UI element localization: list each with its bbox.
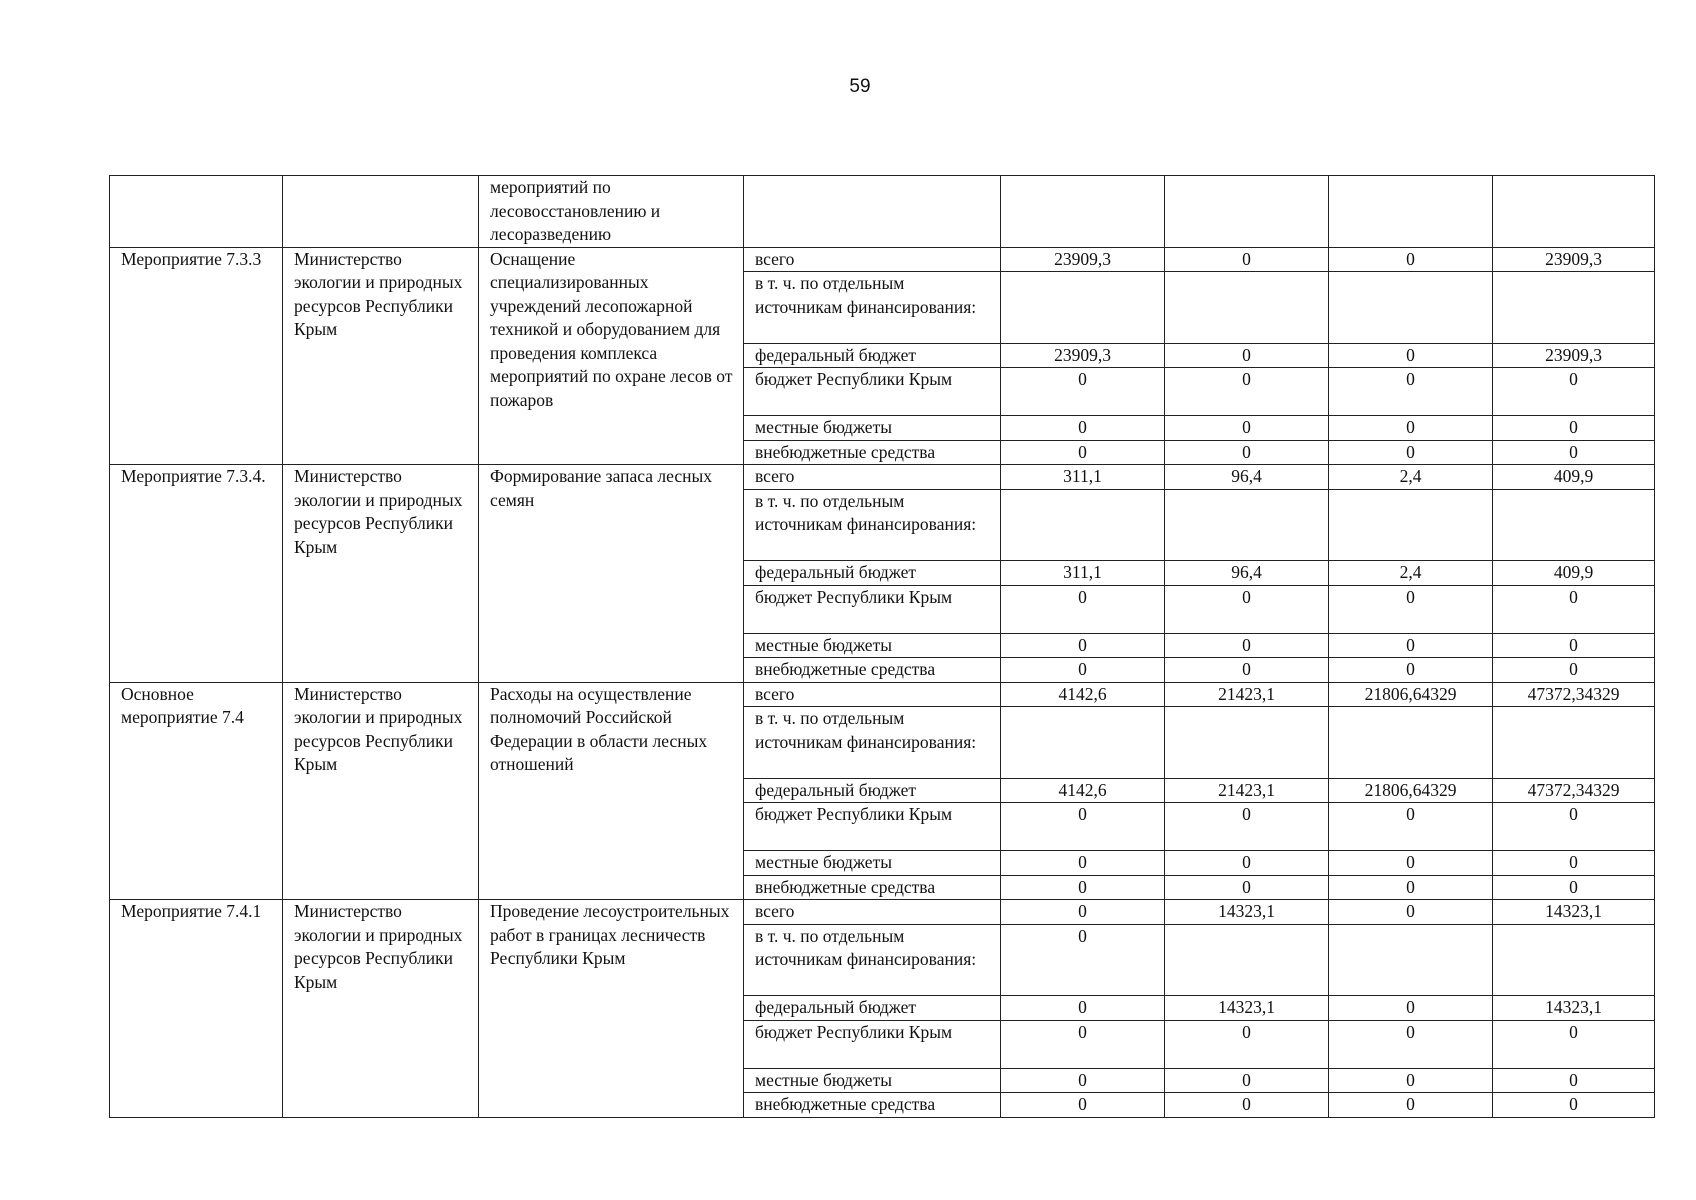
value-cell: 21806,64329 (1329, 778, 1493, 803)
value-cell: 0 (1329, 416, 1493, 441)
value-cell: 0 (1493, 1093, 1655, 1118)
value-cell: 0 (1165, 440, 1329, 465)
value-cell: 0 (1165, 851, 1329, 876)
value-cell: 23909,3 (1493, 343, 1655, 368)
table-row (110, 900, 1655, 925)
value-cell (1001, 272, 1165, 344)
executor-cell: Министерство экологии и природных ресурсов Республики Крым (283, 900, 479, 1118)
source-cell: бюджет Республики Крым (744, 585, 1001, 633)
value-cell: 0 (1165, 633, 1329, 658)
event-cell: Основное мероприятие 7.4 (110, 682, 283, 900)
value-cell: 0 (1165, 247, 1329, 272)
budget-table (109, 175, 1655, 1118)
value-cell (1329, 924, 1493, 996)
value-cell: 0 (1165, 875, 1329, 900)
value-cell: 0 (1329, 875, 1493, 900)
value-cell: 23909,3 (1001, 343, 1165, 368)
value-cell: 0 (1493, 1068, 1655, 1093)
value-cell: 0 (1001, 803, 1165, 851)
value-cell (1329, 176, 1493, 248)
value-cell: 2,4 (1329, 561, 1493, 586)
value-cell (1493, 707, 1655, 779)
value-cell (1493, 924, 1655, 996)
source-cell: всего (744, 247, 1001, 272)
source-cell: бюджет Республики Крым (744, 368, 1001, 416)
value-cell: 0 (1165, 803, 1329, 851)
value-cell: 0 (1001, 440, 1165, 465)
source-cell: местные бюджеты (744, 1068, 1001, 1093)
value-cell (1493, 176, 1655, 248)
value-cell: 0 (1329, 996, 1493, 1021)
value-cell: 14323,1 (1165, 900, 1329, 925)
source-cell: всего (744, 900, 1001, 925)
value-cell: 311,1 (1001, 465, 1165, 490)
value-cell: 0 (1329, 343, 1493, 368)
table-body (110, 176, 1655, 1118)
value-cell: 0 (1001, 1093, 1165, 1118)
value-cell: 0 (1329, 585, 1493, 633)
value-cell: 14323,1 (1165, 996, 1329, 1021)
value-cell (1493, 489, 1655, 561)
value-cell (1329, 489, 1493, 561)
value-cell: 0 (1493, 851, 1655, 876)
value-cell (1001, 707, 1165, 779)
value-cell: 0 (1329, 658, 1493, 683)
source-cell: федеральный бюджет (744, 561, 1001, 586)
value-cell (1329, 707, 1493, 779)
value-cell (1001, 489, 1165, 561)
value-cell: 47372,34329 (1493, 778, 1655, 803)
executor-cell (283, 176, 479, 248)
source-cell: внебюджетные средства (744, 658, 1001, 683)
value-cell: 0 (1493, 1020, 1655, 1068)
description-cell: мероприятий по лесовосстановлению и лесоразведению (479, 176, 744, 248)
source-cell: внебюджетные средства (744, 440, 1001, 465)
value-cell: 0 (1329, 1068, 1493, 1093)
value-cell (1493, 272, 1655, 344)
value-cell: 0 (1165, 1020, 1329, 1068)
value-cell: 0 (1001, 633, 1165, 658)
value-cell: 14323,1 (1493, 900, 1655, 925)
source-cell: местные бюджеты (744, 416, 1001, 441)
source-cell: бюджет Республики Крым (744, 1020, 1001, 1068)
value-cell: 0 (1493, 633, 1655, 658)
value-cell: 0 (1165, 1068, 1329, 1093)
value-cell (1165, 707, 1329, 779)
source-cell: местные бюджеты (744, 851, 1001, 876)
value-cell: 0 (1001, 368, 1165, 416)
value-cell: 47372,34329 (1493, 682, 1655, 707)
value-cell: 96,4 (1165, 465, 1329, 490)
source-cell: федеральный бюджет (744, 996, 1001, 1021)
value-cell: 96,4 (1165, 561, 1329, 586)
source-cell: в т. ч. по отдельным источникам финансирования: (744, 924, 1001, 996)
value-cell: 0 (1493, 440, 1655, 465)
event-cell: Мероприятие 7.3.4. (110, 465, 283, 683)
value-cell: 23909,3 (1001, 247, 1165, 272)
value-cell: 0 (1493, 875, 1655, 900)
value-cell: 0 (1001, 416, 1165, 441)
executor-cell: Министерство экологии и природных ресурсов Республики Крым (283, 247, 479, 465)
table-row (110, 465, 1655, 490)
source-cell: внебюджетные средства (744, 875, 1001, 900)
value-cell: 0 (1165, 368, 1329, 416)
value-cell (1329, 272, 1493, 344)
value-cell: 0 (1001, 585, 1165, 633)
value-cell: 0 (1165, 585, 1329, 633)
executor-cell: Министерство экологии и природных ресурсов Республики Крым (283, 682, 479, 900)
value-cell: 0 (1329, 803, 1493, 851)
event-cell: Мероприятие 7.4.1 (110, 900, 283, 1118)
value-cell (1165, 272, 1329, 344)
value-cell (1165, 176, 1329, 248)
executor-cell: Министерство экологии и природных ресурсов Республики Крым (283, 465, 479, 683)
value-cell: 0 (1165, 1093, 1329, 1118)
value-cell: 0 (1329, 1020, 1493, 1068)
event-cell (110, 176, 283, 248)
source-cell: всего (744, 682, 1001, 707)
source-cell: внебюджетные средства (744, 1093, 1001, 1118)
value-cell: 0 (1001, 1068, 1165, 1093)
table-row (110, 247, 1655, 272)
value-cell: 21806,64329 (1329, 682, 1493, 707)
value-cell: 0 (1493, 658, 1655, 683)
value-cell: 21423,1 (1165, 778, 1329, 803)
source-cell: бюджет Республики Крым (744, 803, 1001, 851)
value-cell: 0 (1329, 1093, 1493, 1118)
description-cell: Расходы на осуществление полномочий Российской Федерации в области лесных отношений (479, 682, 744, 900)
value-cell: 0 (1493, 416, 1655, 441)
value-cell: 0 (1001, 900, 1165, 925)
value-cell: 14323,1 (1493, 996, 1655, 1021)
value-cell (1001, 176, 1165, 248)
value-cell: 0 (1001, 1020, 1165, 1068)
description-cell: Формирование запаса лесных семян (479, 465, 744, 683)
source-cell: в т. ч. по отдельным источникам финансирования: (744, 272, 1001, 344)
source-cell: всего (744, 465, 1001, 490)
value-cell: 23909,3 (1493, 247, 1655, 272)
value-cell: 409,9 (1493, 561, 1655, 586)
source-cell: местные бюджеты (744, 633, 1001, 658)
value-cell: 0 (1001, 658, 1165, 683)
source-cell: федеральный бюджет (744, 778, 1001, 803)
value-cell: 0 (1165, 658, 1329, 683)
page-number: 59 (849, 76, 871, 97)
value-cell: 0 (1329, 440, 1493, 465)
value-cell (1165, 924, 1329, 996)
value-cell: 0 (1165, 343, 1329, 368)
value-cell: 311,1 (1001, 561, 1165, 586)
description-cell: Проведение лесоустроительных работ в границах лесничеств Республики Крым (479, 900, 744, 1118)
table-row (110, 682, 1655, 707)
source-cell: в т. ч. по отдельным источникам финансирования: (744, 707, 1001, 779)
value-cell: 0 (1329, 368, 1493, 416)
value-cell: 0 (1001, 875, 1165, 900)
value-cell: 4142,6 (1001, 778, 1165, 803)
value-cell: 0 (1165, 416, 1329, 441)
value-cell: 0 (1001, 924, 1165, 996)
source-cell: в т. ч. по отдельным источникам финансирования: (744, 489, 1001, 561)
value-cell: 0 (1001, 851, 1165, 876)
value-cell: 21423,1 (1165, 682, 1329, 707)
value-cell: 0 (1001, 996, 1165, 1021)
event-cell: Мероприятие 7.3.3 (110, 247, 283, 465)
value-cell: 0 (1493, 803, 1655, 851)
value-cell: 0 (1493, 585, 1655, 633)
value-cell: 0 (1329, 247, 1493, 272)
description-cell: Оснащение специализированных учреждений лесопожарной техникой и оборудованием для проведения комплекса мероприятий по охране лесов от пожаров (479, 247, 744, 465)
value-cell: 0 (1329, 900, 1493, 925)
value-cell: 0 (1493, 368, 1655, 416)
value-cell: 4142,6 (1001, 682, 1165, 707)
value-cell: 2,4 (1329, 465, 1493, 490)
value-cell: 0 (1329, 633, 1493, 658)
value-cell (1165, 489, 1329, 561)
value-cell: 0 (1329, 851, 1493, 876)
source-cell: федеральный бюджет (744, 343, 1001, 368)
table-row (110, 176, 1655, 248)
source-cell (744, 176, 1001, 248)
value-cell: 409,9 (1493, 465, 1655, 490)
